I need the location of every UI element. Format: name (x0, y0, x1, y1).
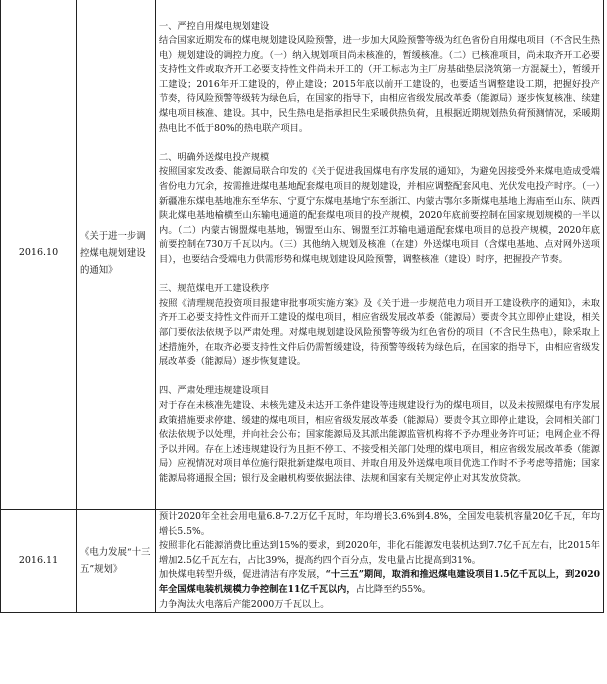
paragraph: 预计2020年全社会用电量6.8-7.2万亿千瓦时，年均增长3.6%到4.8%，全国发电装机容量20亿千瓦，年均增长5.5%。 (159, 511, 600, 537)
table-row (1, 0, 604, 510)
policy-name-cell: 《关于进一步调控煤电规划建设的通知》 (77, 0, 156, 510)
section-title: 一、严控自用煤电规划建设 (159, 20, 270, 32)
section-title: 二、明确外送煤电投产规模 (159, 151, 270, 163)
table-row (1, 510, 604, 613)
date-cell: 2016.10 (1, 0, 77, 510)
section (159, 20, 600, 137)
section-title: 三、规范煤电开工建设秩序 (159, 283, 270, 295)
section-body: 结合国家近期发布的煤电规划建设风险预警，进一步加大风险预警等级为红色省份自用煤电项目（不含民生热电）规划建设的调控力度。（一）纳入规划项目尚未核准的，暂缓核准。（二）已核准项目，尚未取齐开工必要支持性文件或取齐开工必要支持性文件尚未开工的（开工标志为主厂房基础垫层浇筑第一方混凝土），暂缓开工建设；2016年开工建设的，停止建设；2015年底以前开工建设的，也要适当调整建设工期，把握好投产节奏，待风险预警等级转为绿色后，在国家的指导下，由相应省级发展改革委（能源局）逐步恢复核准、续建煤电项目核准、建设。其中，民生热电是指承担民生采暖供热负荷，且根据近期规划热负荷预测情况，采暖期热电比不低于80%的热电联产项目。 (159, 35, 600, 134)
paragraph: 力争淘汰火电落后产能2000万千瓦以上。 (159, 598, 330, 610)
policy-name-cell: 《电力发展“十三五”规划》 (77, 510, 156, 613)
paragraph-tail: 占比降至约55%。 (355, 583, 432, 595)
content-cell (156, 0, 604, 510)
section (159, 282, 600, 370)
paragraph-lead: 加快煤电转型升级，促进清洁有序发展， (159, 569, 326, 581)
section (159, 151, 600, 268)
date-cell: 2016.11 (1, 510, 77, 613)
section-title: 四、严肃处理违规建设项目 (159, 385, 270, 397)
paragraph (159, 568, 600, 597)
section-body: 对于存在未核准先建设、未核先建及未达开工条件建设等违规建设行为的煤电项目，以及未按照煤电有序发展政策措施要求停建、缓建的煤电项目，相应省级发展改革委（能源局）要责令其立即停止建设，会同相关部门依法依规予以处理，并向社会公布；国家能源局及其派出能源监管机构将不予办理业务许可证；电网企业不得予以并网。存在上述违规建设行为且拒不停工、不接受相关部门处理的煤电项目，相应省级发展改革委（能源局）应视情况对项目单位施行限批新建煤电项目、并取自用及外送煤电项目优选工作时不予考虑等措施；国家能源局将通报全国；银行及金融机构要依据法律、法规和国家有关规定停止对其发放贷款。 (159, 399, 600, 484)
key-target-text: “十三五”期间，取消和推迟煤电建设项目1.5亿千瓦以上，到2020年全国煤电装机规模力争控制在11亿千瓦以内， (159, 569, 601, 595)
section-body: 按照国家发改委、能源局联合印发的《关于促进我国煤电有序发展的通知》，为避免因接受外来煤电造成受端省份电力冗余，按需推进煤电基地配套煤电项目的规划建设，并相应调整配套风电、光伏发电投产时序。（一）新疆准东煤电基地准东至华东、宁夏宁东煤电基地宁东至浙江、内蒙古鄂尔多斯煤电基地上海庙至山东、陕西陕北煤电基地榆横至山东输电通道的配套煤电项目的投产规模，2020年底前要控制在国家规划规模的一半以内。（二）内蒙古锡盟煤电基地，锡盟至山东、锡盟至江苏输电通道配套煤电项目的总投产规模，2020年底前要控制在730万千瓦以内。（三）其他纳入规划及核准（在建）外送煤电项目（含煤电基地、点对网外送项目），也要结合受端电力供需形势和煤电规划建设风险预警，调整核准（建设）时序，把握投产节奏。 (159, 166, 600, 265)
paragraph: 按照非化石能源消费比重达到15%的要求，到2020年，非化石能源发电装机达到7.7亿千瓦左右，比2015年增加2.5亿千瓦左右，占比39%，提高约四个百分点，发电量占比提高到31%。 (159, 540, 600, 566)
content-cell (156, 510, 604, 613)
section-body: 按照《清理规范投资项目报建审批事项实施方案》及《关于进一步规范电力项目开工建设秩序的通知》，未取齐开工必要支持性文件而开工建设的煤电项目，相应省级发展改革委（能源局）要责令其立即停止建设，相关部门要依法依规予以严肃处理。对煤电规划建设风险预警等级为红色省份的项目（不含民生热电），除采取上述措施外，在取齐必要支持性文件后仍需暂缓建设，待预警等级转为绿色后，在国家的指导下，由相应省级发展改革委（能源局）逐步恢复建设。 (159, 297, 600, 368)
section (159, 384, 600, 486)
